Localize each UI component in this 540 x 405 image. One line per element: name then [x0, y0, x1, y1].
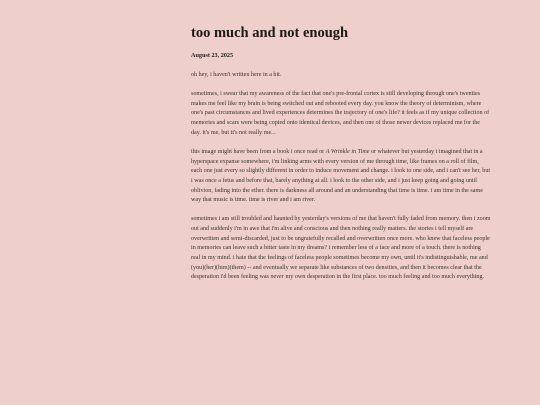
paragraph-4	[191, 215, 491, 283]
post-body	[191, 71, 491, 283]
paragraph-3	[191, 148, 491, 206]
blog-post	[191, 24, 491, 283]
post-date: August 23, 2025	[191, 52, 234, 59]
paragraph-2: sometimes, i swear that my awareness of the fact that one's pre-frontal cortex is still developing through one's twenties makes me feel like my brain is being switched out and rebooted every day. you know the theory of determinism, where one's past circumstances and lived experiences determines the trajectory of one's life? it feels as if my unique collection of memories and scars were being copied onto identical devices, and then one of those newer devices replaced me for the day. it's me, but it's not really me...	[191, 91, 490, 136]
paragraph-4-text-end: my own desperation in the first place. too much feeling and too much everything.	[284, 274, 485, 281]
paragraph-4-text-start: sometimes i am still troubled and haunted by yesterday's versions of me that haven't fully faded from memory. then i zoom out and suddenly i'm in awe that i'm alive and conscious and then nothing really matters. the stories i tell myself are overwritten and semi-discarded, just to be ungratefully recalled and overwritten once more. who knew that faceless people in memories can leave such a bitter taste in my dreams? i remember less of a face and more of a touch. there is nothing real in my mind. i hate that the feelings of faceless people sometimes become my own, until it's indistinguishable, me and (you)(her)(him)(them) -- and eventually we separate like substances of two densities, and then it becomes clear that the desperation i'd been feeling was	[191, 216, 491, 281]
post-title: too much and not enough	[191, 25, 349, 41]
book-title: A Wrinkle in Time	[325, 148, 370, 155]
paragraph-1: oh hey, i haven't written here in a bit.	[191, 72, 282, 78]
paragraph-3-text-end: or whatever but yesterday i imagined that in a hyperspace expanse somewhere, i'm linking arms with every version of me through time, like frames on a roll of film, each one just every so slightly different in order to induce movement and change. i look to one side, and i can't see her, but i was once a fetus and before that, barely anything at all. i look to the other side, and i just keep going and going until oblivion, fading into the ether. there is darkness all around and an understanding that time is time. i am time in the same way that music is time. time is river and i am river.	[191, 148, 491, 204]
paragraph-3-text-start: this image might have been from a book i once read or	[191, 148, 326, 155]
emphasis-never: never	[270, 274, 284, 281]
